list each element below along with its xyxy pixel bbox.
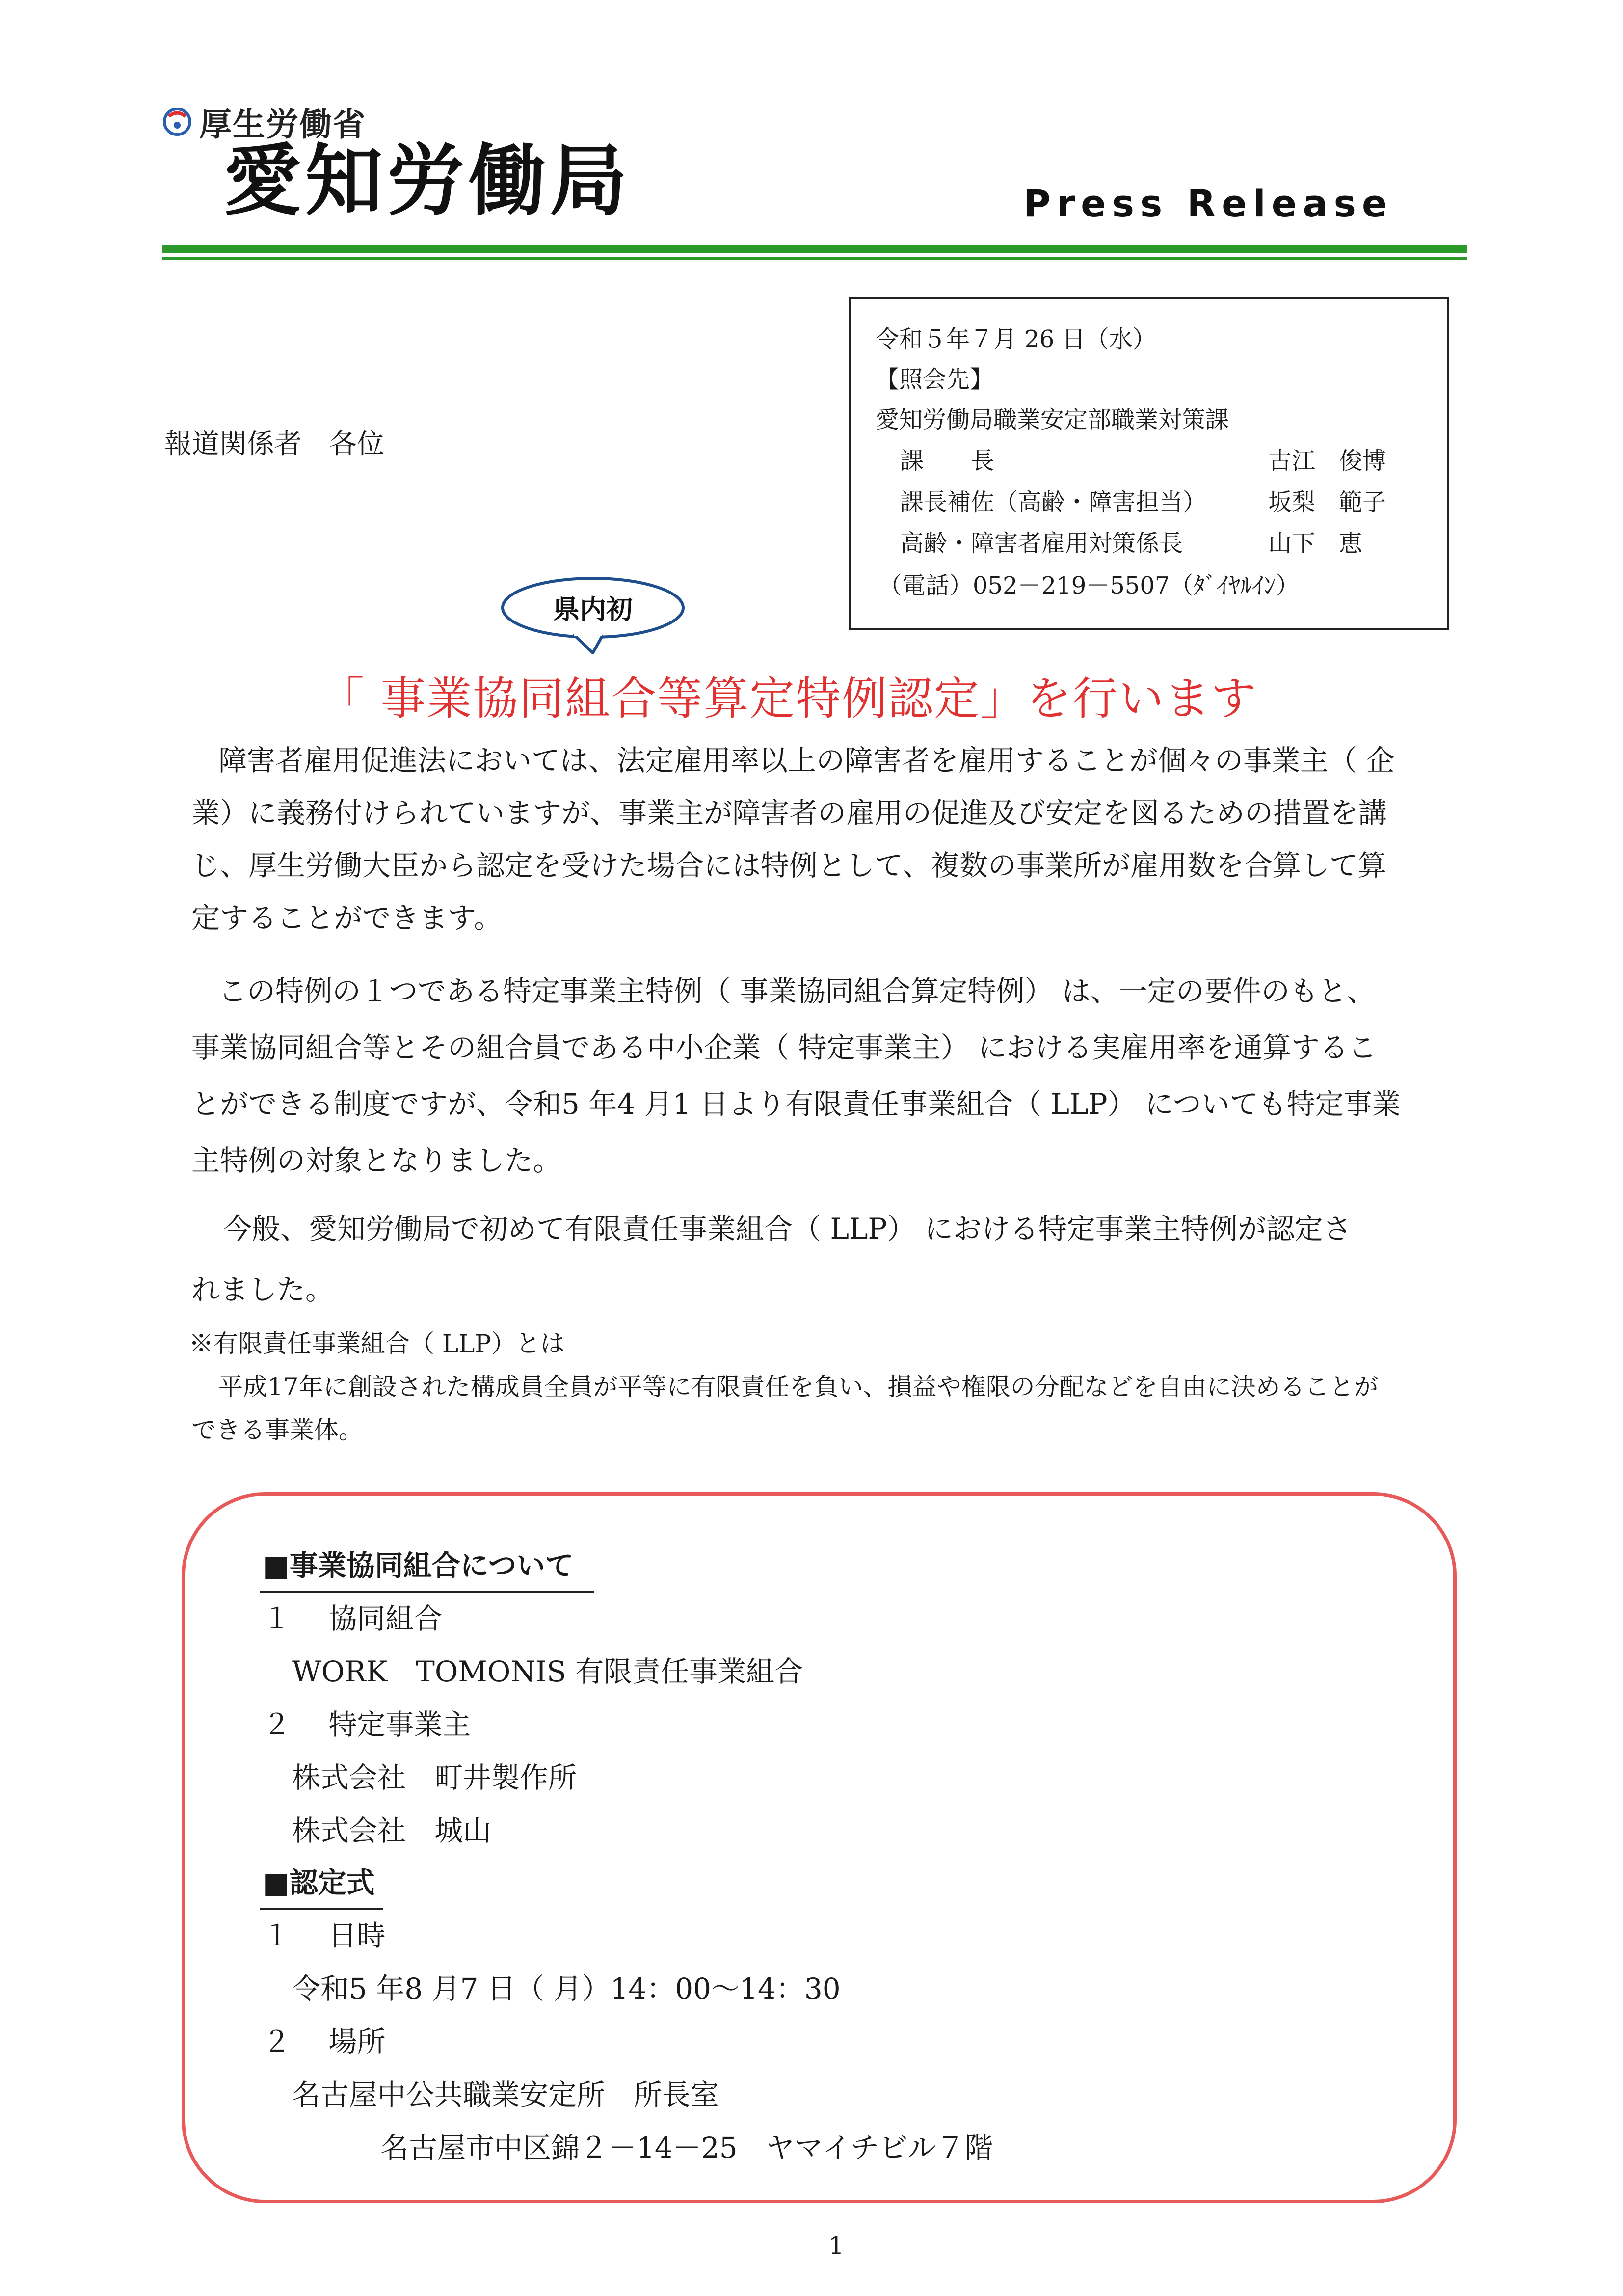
staff-name: 坂梨 範子 xyxy=(1268,488,1386,516)
ceremony-datetime: 令和5 年8 月7 日（ 月）14：00～14：30 xyxy=(292,1972,841,2005)
ministry-name: 厚生労働省 xyxy=(199,106,366,143)
section-title-ceremony: ■認定式 xyxy=(263,1866,375,1899)
section-underline xyxy=(260,1908,383,1910)
section-title-cooperative: ■事業協同組合について xyxy=(263,1549,574,1582)
press-release-label: Press Release xyxy=(1023,182,1393,225)
cooperative-name: WORK TOMONIS 有限責任事業組合 xyxy=(292,1655,803,1688)
member-company: 株式会社 城山 xyxy=(292,1814,492,1847)
department: 愛知労働局職業安定部職業対策課 xyxy=(876,406,1229,433)
bureau-name: 愛知労働局 xyxy=(224,136,631,226)
phone: （電話）052－219－5507（ﾀﾞｲﾔﾙｲﾝ） xyxy=(878,572,1300,599)
bureau-logo xyxy=(162,88,682,236)
note-title: ※有限責任事業組合（ LLP）とは xyxy=(189,1329,565,1358)
body-line: れました。 xyxy=(191,1273,334,1306)
body-line: じ、厚生労働大臣から認定を受けた場合には特例として、複数の事業所が雇用数を合算して算 xyxy=(191,849,1386,882)
contact-box xyxy=(849,297,1449,630)
staff-role: 課長補佐（高齢・障害担当） xyxy=(900,488,1207,516)
header-rule-thin xyxy=(162,257,1467,260)
venue-address: 名古屋市中区錦２－14－25 ヤマイチビル７階 xyxy=(380,2131,993,2164)
item-label: ２ 場所 xyxy=(263,2025,386,2058)
inquiry-label: 【照会先】 xyxy=(876,366,994,393)
badge-label: 県内初 xyxy=(553,594,633,625)
body-line: 今般、愛知労働局で初めて有限責任事業組合（ LLP） における特定事業主特例が認定さ xyxy=(223,1212,1352,1245)
body-line: 障害者雇用促進法においては、法定雇用率以上の障害者を雇用することが個々の事業主（ 企 xyxy=(218,744,1395,777)
body-line: 定することができます。 xyxy=(191,901,503,935)
staff-name: 山下 恵 xyxy=(1268,530,1363,557)
staff-role: 高齢・障害者雇用対策係長 xyxy=(900,530,1183,557)
item-label: １ 協同組合 xyxy=(263,1602,443,1635)
body-line: 事業協同組合等とその組合員である中小企業（ 特定事業主） における実雇用率を通算するこ xyxy=(191,1031,1377,1064)
ministry-logo-icon xyxy=(162,107,192,137)
body-line: とができる制度ですが、令和5 年4 月1 日より有限責任事業組合（ LLP） についても特定事業 xyxy=(191,1087,1401,1121)
page-number: 1 xyxy=(828,2231,844,2260)
headline: 「 事業協同組合等算定特例認定」を行います xyxy=(319,673,1257,725)
staff-name: 古江 俊博 xyxy=(1268,447,1386,475)
body-line: 業）に義務付けられていますが、事業主が障害者の雇用の促進及び安定を図るための措置を講 xyxy=(191,796,1387,830)
ceremony-venue: 名古屋中公共職業安定所 所長室 xyxy=(292,2078,719,2111)
item-label: ２ 特定事業主 xyxy=(263,1708,471,1741)
release-date: 令和５年７月 26 日（水） xyxy=(876,325,1156,353)
note-line: 平成17年に創設された構成員全員が平等に有限責任を負い、損益や権限の分配などを自由に決めることが xyxy=(218,1373,1379,1401)
item-label: １ 日時 xyxy=(263,1919,386,1952)
body-line: この特例の１つである特定事業主特例（ 事業協同組合算定特例） は、一定の要件のもと、 xyxy=(218,974,1375,1008)
staff-role: 課 長 xyxy=(900,447,995,475)
section-underline xyxy=(260,1591,594,1593)
addressee: 報道関係者 各位 xyxy=(164,428,384,460)
note-line: できる事業体。 xyxy=(191,1416,363,1444)
member-company: 株式会社 町井製作所 xyxy=(292,1761,577,1794)
body-line: 主特例の対象となりました。 xyxy=(191,1144,562,1177)
header-rule xyxy=(162,245,1467,253)
